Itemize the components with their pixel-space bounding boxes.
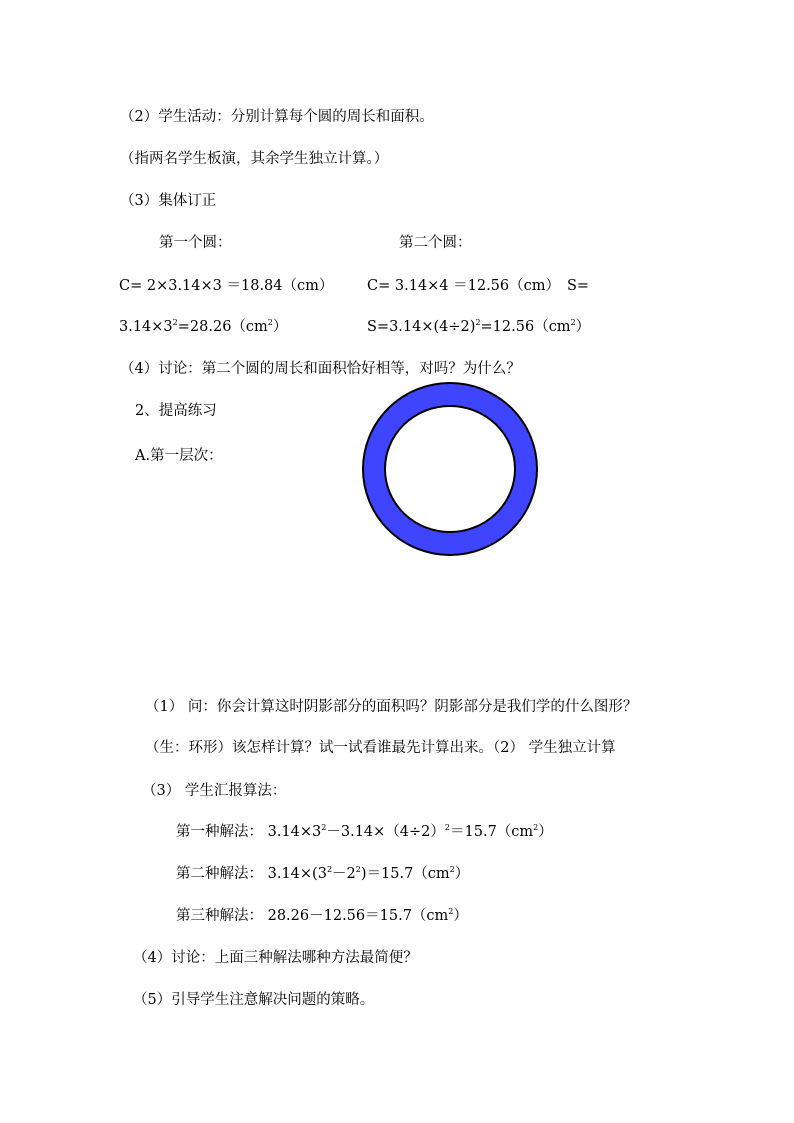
board-work-note: （指两名学生板演，其余学生独立计算。） [120, 151, 389, 167]
level-a-heading: A.第一层次： [135, 448, 223, 464]
group-correction-step-3: （3）集体订正 [120, 193, 217, 209]
annulus-figure [361, 381, 541, 557]
solution-method-2: 第二种解法： $3.14\times(3^2-2^2)=15.7(cm^2)$ [176, 865, 470, 882]
second-circle-circumference: C= 3.14×4 ＝12.56（cm） [367, 278, 561, 294]
annulus-shaded-ring [363, 383, 537, 555]
second-circle-heading: 第二个圆： [399, 235, 472, 251]
question-step-1: （1） 问：你会计算这时阴影部分的面积吗？阴影部分是我们学的什么图形？ [145, 699, 638, 715]
report-methods-step-3: （3） 学生汇报算法： [142, 783, 287, 799]
first-circle-circumference: C= 2×3.14×3 ＝18.84（cm） [119, 278, 334, 294]
solution-method-3: 第三种解法： $28.26-12.56=15.7(cm^2)$ [176, 907, 468, 924]
discussion-simplest-method: （4）讨论：上面三种解法哪种方法最简便？ [133, 950, 418, 966]
discussion-step-4: （4）讨论：第二个圆的周长和面积恰好相等，对吗？为什么？ [120, 361, 521, 377]
first-circle-heading: 第一个圆： [159, 235, 232, 251]
first-circle-area: $3.14\times 3^2=28.26(cm^2)$ [119, 318, 288, 335]
guidance-strategy-step-5: （5）引导学生注意解决问题的策略。 [133, 992, 375, 1008]
activity-step-2: （2）学生活动：分别计算每个圆的周长和面积。 [120, 109, 434, 125]
solution-method-1: 第一种解法： $3.14\times 3^2-3.14\times(4\div 2)^2=15.7(cm^2)$ [176, 823, 553, 840]
second-circle-area: $S=3.14\times(4\div 2)^2=12.56(cm^2)$ [367, 318, 591, 335]
annulus-answer-and-step-2: （生：环形）该怎样计算？试一试看谁最先计算出来。（2） 学生独立计算 [145, 740, 616, 756]
second-circle-area-label: S= [567, 278, 590, 294]
advanced-practice-heading: 2、提高练习 [135, 403, 217, 419]
